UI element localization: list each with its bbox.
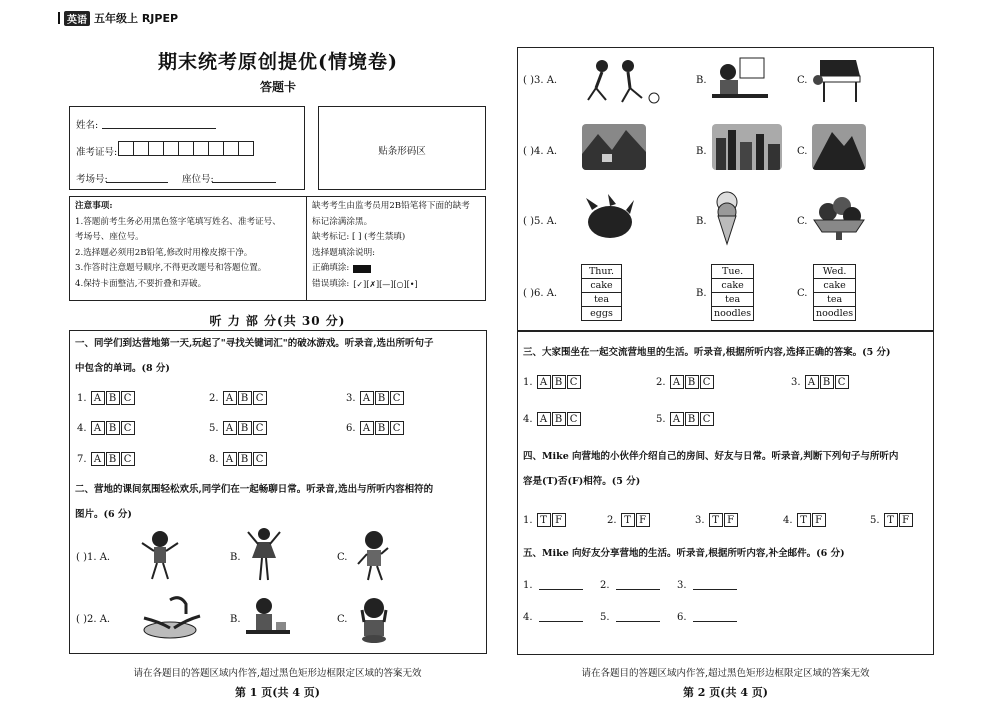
option-false[interactable]: F	[636, 513, 650, 527]
menu-cell: tea	[582, 293, 622, 307]
s4-question-4: 4. T F	[783, 513, 827, 527]
answer-blank[interactable]	[616, 614, 660, 622]
section5-prompt: 五、Mike 向好友分享营地的生活。听录音,根据所听内容,补全邮件。(6 分)	[523, 548, 845, 559]
menu-a-table	[581, 264, 622, 321]
s1-question-7: 7. A B C	[77, 452, 136, 466]
option-true[interactable]: T	[797, 513, 811, 527]
s4-question-1: 1. T F	[523, 513, 567, 527]
menu-cell: eggs	[582, 307, 622, 321]
s5-blank-2: 2.	[600, 580, 660, 591]
option-a[interactable]: A	[91, 452, 105, 466]
wrong-fill-marks: [✓][✗][—][○][•]	[353, 279, 418, 289]
s2-q5-b-label[interactable]: B.	[696, 216, 707, 227]
s3-question-5: 5. A B C	[656, 412, 715, 426]
instructions-box	[69, 196, 486, 301]
section1-prompt: 一、同学们到达营地第一天,玩起了"寻找关键词汇"的破冰游戏。听录音,选出所听句子 中包含的单词。(8 分)	[75, 338, 434, 374]
s2-q3-c-label[interactable]: C.	[797, 75, 808, 86]
dragon-fruit-image	[582, 192, 638, 244]
option-c[interactable]: C	[835, 375, 849, 389]
s1-question-3: 3. A B C	[346, 391, 405, 405]
answer-blank[interactable]	[693, 582, 737, 590]
mountain-image	[812, 124, 866, 170]
option-b[interactable]: B	[552, 412, 566, 426]
s3-question-4: 4. A B C	[523, 412, 582, 426]
exam-number-grid[interactable]	[118, 141, 253, 156]
correct-fill-label: 正确填涂:	[312, 263, 350, 273]
wrong-fill-label: 错误填涂:	[312, 278, 350, 289]
absent-text-2: 标记涂满涂黑。	[312, 216, 373, 227]
s2-q5-label[interactable]: ( )5. A.	[523, 216, 558, 227]
exam-number-label: 准考证号:	[76, 147, 118, 158]
s1-question-1: 1. A B C	[77, 391, 136, 405]
option-a[interactable]: A	[670, 412, 684, 426]
option-b[interactable]: B	[375, 391, 389, 405]
fruit-bowl-image	[812, 192, 866, 242]
option-b[interactable]: B	[375, 421, 389, 435]
menu-cell: noodles	[814, 307, 856, 321]
option-b[interactable]: B	[238, 391, 252, 405]
s4-question-5: 5. T F	[870, 513, 914, 527]
option-c[interactable]: C	[253, 391, 267, 405]
option-a[interactable]: A	[670, 375, 684, 389]
menu-cell: Tue.	[712, 265, 754, 279]
room-label: 考场号:	[76, 174, 108, 185]
barcode-area	[318, 106, 486, 190]
s2-q1-label[interactable]: ( )1. A.	[76, 552, 111, 563]
correct-fill-row	[312, 261, 484, 277]
option-true[interactable]: T	[884, 513, 898, 527]
s1-question-4: 4. A B C	[77, 421, 136, 435]
s5-blank-1: 1.	[523, 580, 583, 591]
s2-q1-b-label[interactable]: B.	[230, 552, 241, 563]
option-false[interactable]: F	[724, 513, 738, 527]
s5-blank-6: 6.	[677, 612, 737, 623]
option-c[interactable]: C	[390, 391, 404, 405]
s1-question-8: 8. A B C	[209, 452, 268, 466]
s2-q1-c-label[interactable]: C.	[337, 552, 348, 563]
name-label: 姓名:	[76, 120, 99, 131]
option-b[interactable]: B	[685, 412, 699, 426]
menu-cell: noodles	[712, 307, 754, 321]
option-a[interactable]: A	[223, 421, 237, 435]
s2-q5-c-label[interactable]: C.	[797, 216, 808, 227]
option-c[interactable]: C	[567, 412, 581, 426]
student-info-box	[69, 106, 305, 190]
header-bar	[58, 12, 60, 24]
section4-prompt: 四、Mike 向营地的小伙伴介绍自己的房间、好友与日常。听录音,判断下列句子与所听内 容是(T)否(F)相符。(5 分)	[523, 451, 899, 487]
answer-blank[interactable]	[539, 582, 583, 590]
option-b[interactable]: B	[106, 391, 120, 405]
book-header	[58, 10, 178, 26]
correct-fill-mark	[353, 265, 371, 273]
section2-prompt: 二、营地的课间氛围轻松欢乐,同学们在一起畅聊日常。听录音,选出与所听内容相符的 图片。(6 分)	[75, 484, 434, 520]
note-item: 4.保持卡面整洁,不要折叠和弄破。	[75, 278, 207, 289]
option-true[interactable]: T	[537, 513, 551, 527]
option-c[interactable]: C	[253, 421, 267, 435]
boys-playing-football-image	[582, 58, 662, 104]
menu-cell: tea	[814, 293, 856, 307]
s2-q2-label[interactable]: ( )2. A.	[76, 614, 111, 625]
room-field[interactable]	[106, 182, 168, 183]
page-title: 期末统考原创提优(情境卷)	[158, 51, 398, 73]
menu-cell: Thur.	[582, 265, 622, 279]
option-false[interactable]: F	[552, 513, 566, 527]
option-c[interactable]: C	[121, 391, 135, 405]
city-skyline-image	[712, 124, 782, 170]
option-c[interactable]: C	[390, 421, 404, 435]
option-b[interactable]: B	[552, 375, 566, 389]
note-item: 3.作答时注意题号顺序,不得更改题号和答题位置。	[75, 263, 267, 273]
s5-blank-5: 5.	[600, 612, 660, 623]
option-a[interactable]: A	[805, 375, 819, 389]
s3-question-2: 2. A B C	[656, 375, 715, 389]
answer-blank[interactable]	[616, 582, 660, 590]
answer-blank[interactable]	[539, 614, 583, 622]
s2-q2-c-label[interactable]: C.	[337, 614, 348, 625]
s2-q4-b-label[interactable]: B.	[696, 146, 707, 157]
s2-q6-b-label[interactable]: B.	[696, 288, 707, 299]
menu-cell: tea	[712, 293, 754, 307]
seat-field[interactable]	[212, 182, 276, 183]
boy-covering-ears-image	[352, 594, 396, 644]
s1-question-6: 6. A B C	[346, 421, 405, 435]
option-a[interactable]: A	[223, 391, 237, 405]
absent-info	[312, 199, 484, 292]
option-a[interactable]: A	[360, 391, 374, 405]
seat-label: 座位号:	[182, 174, 214, 185]
notes-list	[75, 199, 303, 292]
s3-question-3: 3. A B C	[791, 375, 850, 389]
option-c[interactable]: C	[700, 375, 714, 389]
s2-q4-label[interactable]: ( )4. A.	[523, 146, 558, 157]
note-item: 考场号、座位号。	[75, 232, 144, 242]
option-a[interactable]: A	[537, 375, 551, 389]
option-a[interactable]: A	[223, 452, 237, 466]
option-c[interactable]: C	[121, 452, 135, 466]
girl-dancing-image	[138, 527, 182, 581]
notes-title: 注意事项:	[75, 201, 113, 211]
s2-q4-c-label[interactable]: C.	[797, 146, 808, 157]
wrong-fill-row	[312, 277, 484, 293]
note-item: 1.答题前考生务必用黑色签字笔填写姓名、准考证号、	[75, 216, 281, 227]
s1-question-2: 2. A B C	[209, 391, 268, 405]
s2-q3-label[interactable]: ( )3. A.	[523, 75, 558, 86]
option-a[interactable]: A	[360, 421, 374, 435]
page2-footer-warning: 请在各题目的答题区域内作答,超过黑色矩形边框限定区域的答案无效	[581, 668, 870, 679]
s2-q6-c-label[interactable]: C.	[797, 288, 808, 299]
listening-section-title: 听 力 部 分(共 30 分)	[209, 314, 346, 328]
absent-text-1: 缺考考生由监考员用2B铅笔将下面的缺考	[312, 201, 470, 211]
girl-playing-piano-image	[812, 56, 862, 104]
option-b[interactable]: B	[106, 421, 120, 435]
option-b[interactable]: B	[106, 452, 120, 466]
option-c[interactable]: C	[253, 452, 267, 466]
menu-b-table	[711, 264, 754, 321]
ice-cream-image	[712, 190, 742, 246]
section3-prompt: 三、大家围坐在一起交流营地里的生活。听录音,根据所听内容,选择正确的答案。(5 分)	[523, 347, 891, 358]
s2-q2-b-label[interactable]: B.	[230, 614, 241, 625]
boy-drawing-image	[712, 56, 768, 104]
page1-number: 第 1 页(共 4 页)	[234, 686, 321, 699]
girl-singing-image	[352, 528, 396, 582]
s3-question-1: 1. A B C	[523, 375, 582, 389]
absent-mark[interactable]: 缺考标记: [ ] (考生禁填)	[312, 232, 406, 242]
option-b[interactable]: B	[820, 375, 834, 389]
village-landscape-image	[582, 124, 646, 170]
s1-question-5: 5. A B C	[209, 421, 268, 435]
option-true[interactable]: T	[621, 513, 635, 527]
page1-footer-warning: 请在各题目的答题区域内作答,超过黑色矩形边框限定区域的答案无效	[133, 668, 422, 679]
menu-c-table	[813, 264, 856, 321]
option-b[interactable]: B	[685, 375, 699, 389]
grade-label: 五年级上 RJPEP	[94, 12, 179, 25]
option-a[interactable]: A	[537, 412, 551, 426]
ballet-girl-image	[244, 526, 284, 582]
option-a[interactable]: A	[91, 391, 105, 405]
menu-cell: cake	[814, 279, 856, 293]
barcode-label: 贴条形码区	[378, 146, 426, 157]
name-field[interactable]	[102, 128, 216, 129]
option-b[interactable]: B	[238, 421, 252, 435]
option-b[interactable]: B	[238, 452, 252, 466]
answer-card-label: 答题卡	[259, 80, 296, 94]
option-a[interactable]: A	[91, 421, 105, 435]
option-false[interactable]: F	[812, 513, 826, 527]
s2-q3-b-label[interactable]: B.	[696, 75, 707, 86]
s5-blank-3: 3.	[677, 580, 737, 591]
s4-question-3: 3. T F	[695, 513, 739, 527]
fill-instructions-title: 选择题填涂说明:	[312, 247, 376, 258]
option-c[interactable]: C	[567, 375, 581, 389]
girl-at-desk-image	[242, 594, 292, 644]
menu-cell: cake	[712, 279, 754, 293]
page2-number: 第 2 页(共 4 页)	[682, 686, 769, 699]
s5-blank-4: 4.	[523, 612, 583, 623]
s2-q6-label[interactable]: ( )6. A.	[523, 288, 558, 299]
subject-badge: 英语	[64, 11, 90, 26]
menu-cell: cake	[582, 279, 622, 293]
option-c[interactable]: C	[700, 412, 714, 426]
answer-blank[interactable]	[693, 614, 737, 622]
option-true[interactable]: T	[709, 513, 723, 527]
s4-question-2: 2. T F	[607, 513, 651, 527]
note-item: 2.选择题必须用2B铅笔,修改时用橡皮擦干净。	[75, 247, 253, 258]
option-false[interactable]: F	[899, 513, 913, 527]
menu-cell: Wed.	[814, 265, 856, 279]
option-c[interactable]: C	[121, 421, 135, 435]
washing-hands-image	[140, 594, 206, 644]
